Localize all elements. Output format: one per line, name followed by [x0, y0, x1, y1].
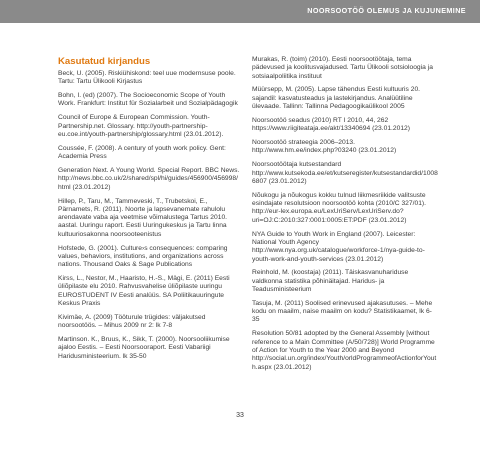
reference-item: Generation Next. A Young World. Special Report. BBC News. http://news.bbc.co.uk/2/shared/spl/hi/guides/456900/456998/html (23.01.2012): [58, 167, 240, 191]
reference-item: Murakas, R. (toim) (2010). Eesti noorsootöötaja, tema pädevused ja koolitusvajadused. Tartu Ülikooli sotsioloogia ja sotsiaalpoliitika instituut: [252, 56, 433, 80]
reference-item: Noorsootöötaja kutsestandard http://www.kutsekoda.ee/et/kutseregister/kutsestandardid/10086807 (23.01.2012): [252, 161, 438, 185]
reference-item: Nõukogu ja nõukogus kokku tulnud liikmesriikide valitsuste esindajate resolutsioon noorsootöö kohta (2010/C 327/01). http://eur-lex.europa.eu/LexUriServ/LexUriServ.do?uri=OJ:C:2010:327:0001:0005:ET:PDF (23.01.2012): [252, 191, 426, 224]
page-number: 33: [236, 412, 244, 419]
reference-item: Müürsepp, M. (2005). Lapse tähendus Eesti kultuuris 20. sajandil: kasvatusteadus ja lastekirjandus. Analüütiline ülevaade. Tallinn: Tallinna Pedagoogikaülikool 2005: [252, 86, 421, 111]
reference-item: Reinhold, M. (koostaja) (2011). Täiskasvanuhariduse valdkonna statistika põhinäitajad. Haridus- ja Teadusministeerium: [252, 269, 409, 293]
reference-item: Kirss, L., Nestor, M., Haaristo, H.-S., Mägi, E. (2011) Eesti üliõpilaste elu 2010. Rahvusvahelise üliõpilaste uuringu EUROSTUDENT IV Eesti analüüs. SA Poliitikauuringute Keskus Praxis: [58, 275, 230, 307]
reference-item: NYA Guide to Youth Work in England (2007). Leicester: National Youth Agency http://www.nya.org.uk/catalogue/workforce-1/nya-guide-to-youth-work-and-youth-services (23.01.2012): [252, 230, 425, 263]
reference-item: Hofstede, G. (2001). Culture›s consequences: comparing values, behaviors, institutions, and organizations across nations. Thousand Oaks & Sage Publications: [58, 244, 228, 269]
reference-item: Coussée, F. (2008). A century of youth work policy. Gent: Academia Press: [58, 144, 226, 161]
reference-item: Noorsootöö strateegia 2006–2013. http://www.hm.ee/index.php?03240 (23.01.2012): [252, 139, 397, 155]
reference-item: Hillep, P., Taru, M., Tammeveski, T., Trubetskoi, E., Pärnamets, R. (2011). Noorte ja lapsevanemate rahulolu arendavate vaba aja veetmise võimalustega Tartus 2010. aastal. Uuringu raport. Eesti Uuringukeskus ja Tartu linna kultuuriosakonna noorsooteenistus: [58, 197, 228, 238]
reference-item: Martinson. K., Bruus, K., Sikk, T. (2000). Noorsooliikumise ajaloo Eestis. – Eesti Noorsooraport. Eesti Vabariigi Haridusministeerium. lk 35-50: [58, 336, 230, 360]
running-header-title: NOORSOOTÖÖ OLEMUS JA KUJUNEMINE: [307, 6, 466, 15]
reference-item: Resolution 50/81 adopted by the General Assembly [without reference to a Main Committee (A/50/728)] World Programme of Action for Youth to the Year 2000 and Beyond http://social.un.org/index/Youth/orldProgrammeofActionforYouth.aspx (23.01.2012): [252, 330, 437, 371]
reference-item: Noorsootöö seadus (2010) RT I 2010, 44, 262 https://www.riigiteataja.ee/akt/13340694 (23.01.2012): [252, 116, 411, 133]
left-column: [58, 56, 241, 367]
section-heading: Kasutatud kirjandus: [58, 56, 151, 67]
reference-item: Council of Europe & European Commission. Youth-Partnership.net. Glossary. http://youth-partnership-eu.coe.int/youth-partnership/glossary.html (23.01.2012).: [58, 114, 224, 138]
running-header-bar: [0, 0, 480, 23]
right-column: [252, 56, 438, 377]
reference-item: Bohn, I. (ed) (2007). The Socioeconomic Scope of Youth Work. Frankfurt: Institut für Sozialarbeit und Sozialpädagogik: [58, 92, 238, 108]
reference-item: Beck, U. (2005). Riskiühiskond: teel uue modernsuse poole. Tartu: Tartu Ülikooli Kirjastus: [58, 70, 236, 86]
reference-item: Kivimäe, A. (2009) Tööturule trügides: väljakutsed noorsootöös. – Mihus 2009 nr 2: lk 7-8: [58, 313, 206, 330]
reference-item: Tasuja, M. (2011) Soolised erinevused ajakasutuses. – Mehe kodu on maailm, naise maailm on kodu? Statistikaamet, lk 6-35: [252, 299, 433, 324]
